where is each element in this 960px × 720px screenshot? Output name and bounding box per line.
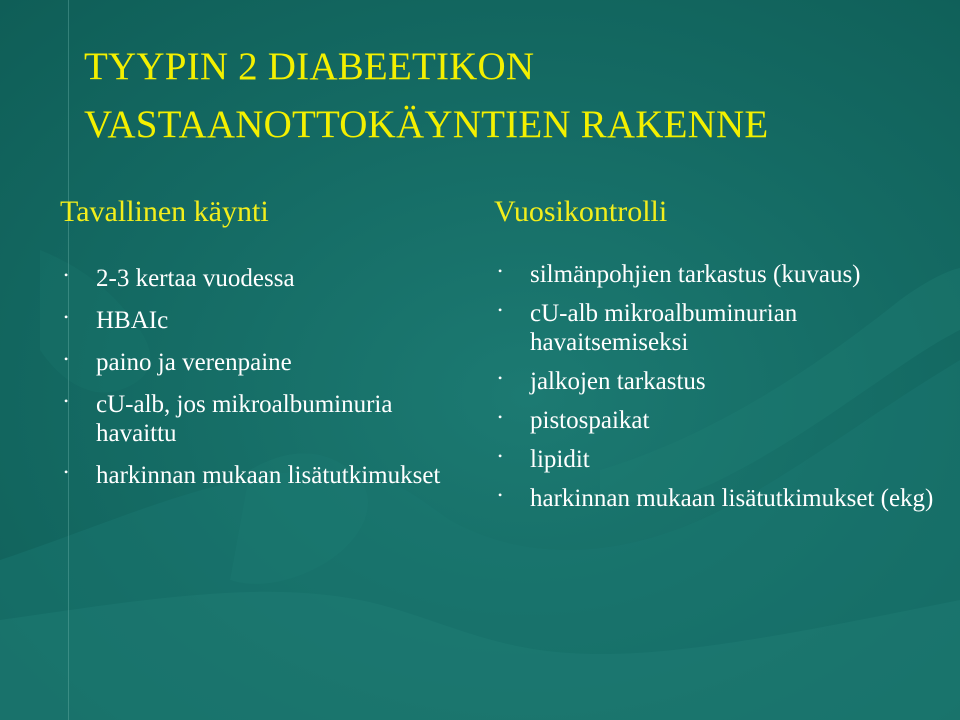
list-item-text: harkinnan mukaan lisätutkimukset bbox=[96, 462, 441, 489]
list-item-text: harkinnan mukaan lisätutkimukset (ekg) bbox=[530, 485, 934, 512]
round-bullet-icon: • bbox=[64, 465, 69, 479]
slide-title-line-2: VASTAANOTTOKÄYNTIEN RAKENNE bbox=[84, 103, 769, 146]
list-item-text: paino ja verenpaine bbox=[96, 349, 292, 376]
list-item-text: pistospaikat bbox=[530, 407, 650, 434]
list-item bbox=[60, 264, 460, 293]
round-bullet-icon: • bbox=[498, 371, 503, 385]
list-item bbox=[494, 406, 934, 435]
list-item-text: cU-alb, jos mikroalbuminuria havaittu bbox=[96, 391, 393, 447]
list-item bbox=[60, 461, 460, 490]
list-item-text: cU-alb mikroalbuminurian havaitsemiseksi bbox=[530, 300, 798, 356]
list-item bbox=[494, 260, 934, 289]
list-item-text: 2-3 kertaa vuodessa bbox=[96, 265, 295, 292]
round-bullet-icon: • bbox=[498, 449, 503, 463]
round-bullet-icon: • bbox=[64, 268, 69, 282]
list-item-text: jalkojen tarkastus bbox=[530, 368, 706, 395]
right-column-list bbox=[494, 260, 934, 523]
round-bullet-icon: • bbox=[64, 310, 69, 324]
list-item bbox=[494, 299, 934, 357]
list-item-text: lipidit bbox=[530, 446, 590, 473]
slide-title bbox=[84, 38, 944, 154]
round-bullet-icon: • bbox=[64, 352, 69, 366]
round-bullet-icon: • bbox=[498, 488, 503, 502]
list-item bbox=[60, 390, 460, 448]
list-item bbox=[60, 306, 460, 335]
list-item-text: silmänpohjien tarkastus (kuvaus) bbox=[530, 261, 861, 288]
round-bullet-icon: • bbox=[498, 410, 503, 424]
list-item bbox=[494, 367, 934, 396]
round-bullet-icon: • bbox=[498, 303, 503, 317]
list-item bbox=[60, 348, 460, 377]
list-item bbox=[494, 484, 934, 513]
list-item-text: HBAIc bbox=[96, 307, 169, 334]
slide-title-line-1: TYYPIN 2 DIABEETIKON bbox=[84, 45, 535, 88]
round-bullet-icon: • bbox=[498, 264, 503, 278]
round-bullet-icon: • bbox=[64, 394, 69, 408]
left-column-list bbox=[60, 264, 460, 503]
list-item bbox=[494, 445, 934, 474]
left-column-heading: Tavallinen käynti bbox=[60, 195, 269, 228]
right-column-heading: Vuosikontrolli bbox=[494, 195, 668, 228]
